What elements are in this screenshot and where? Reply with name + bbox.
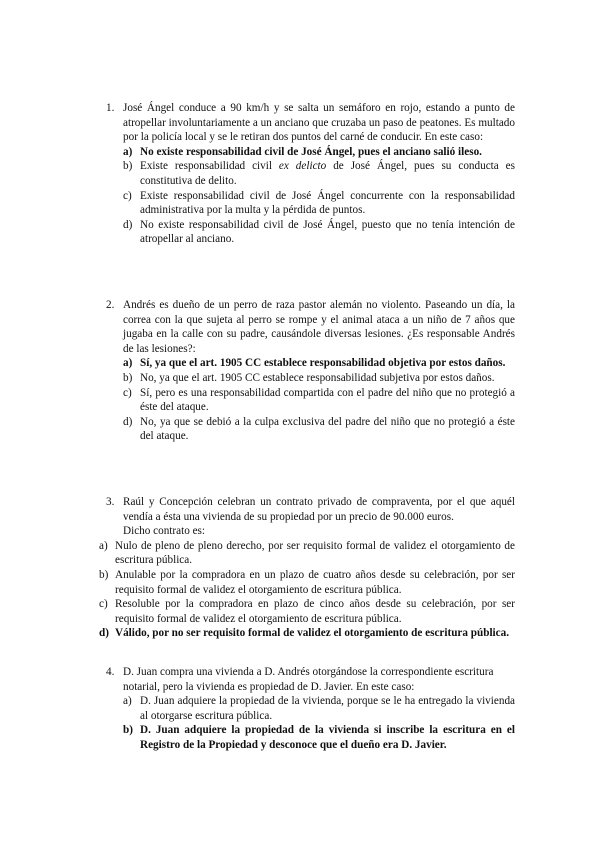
option-c [123, 189, 515, 218]
option-b [123, 371, 515, 386]
option-a [123, 356, 515, 371]
option-letter: b) [123, 724, 133, 737]
option-text: Resoluble por la compradora en plazo de cinco años desde su celebración, por ser requisito formal de validez el otorgamiento de escritura pública. [115, 598, 515, 625]
option-a [99, 539, 515, 568]
option-text: Anulable por la compradora en un plazo de cuatro años desde su celebración, por ser requisito formal de validez el otorgamiento de escritura pública. [115, 568, 515, 596]
question-3 [99, 495, 515, 641]
option-text: Nulo de pleno de pleno derecho, por ser requisito formal de validez el otorgamiento de escritura pública. [115, 539, 515, 567]
option-letter: a) [99, 539, 108, 552]
question-number: 4. [106, 666, 115, 678]
option-text: Existe responsabilidad civil de José Ángel concurrente con la responsabilidad administrativa por la multa y la pérdida de puntos. [140, 189, 515, 217]
option-text: Sí, pero es una responsabilidad compartida con el padre del niño que no protegió a éste del ataque. [140, 386, 515, 414]
option-c [99, 597, 515, 626]
option-letter: b) [99, 568, 109, 581]
option-letter: a) [123, 695, 132, 708]
option-text: Válido, por no ser requisito formal de validez el otorgamiento de escritura pública. [115, 627, 510, 640]
question-stem: D. Juan compra una vivienda a D. Andrés otorgándose la correspondiente escritura notarial, pero la vivienda es propiedad de D. Javier. En este caso: [123, 666, 494, 693]
option-letter: c) [99, 598, 108, 611]
question-stem-continuation: Dicho contrato es: [123, 525, 206, 538]
option-d [99, 626, 515, 641]
option-letter: d) [123, 415, 133, 428]
option-b [123, 159, 515, 188]
option-b [99, 568, 515, 597]
option-a [123, 145, 515, 160]
option-text: D. Juan adquiere la propiedad de la vivienda, porque se le ha entregado la vivienda al otorgarse escritura pública. [140, 695, 515, 722]
option-b [123, 723, 515, 752]
question-number: 3. [106, 496, 115, 508]
option-text: No, ya que se debió a la culpa exclusiva del padre del niño que no protegió a éste del ataque. [140, 415, 515, 443]
option-letter: a) [123, 357, 133, 370]
option-text: Sí, ya que el art. 1905 CC establece responsabilidad objetiva por estos daños. [140, 357, 506, 370]
option-letter: b) [123, 371, 133, 384]
question-4 [106, 665, 515, 753]
option-text: D. Juan adquiere la propiedad de la vivienda si inscribe la escritura en el Registro de la Propiedad y desconoce que el dueño era D. Javier. [140, 724, 515, 751]
option-d [123, 415, 515, 444]
option-letter: a) [123, 145, 133, 158]
option-c [123, 386, 515, 415]
question-stem: José Ángel conduce a 90 km/h y se salta un semáforo en rojo, estando a punto de atropellar involuntariamente a un anciano que cruzaba un paso de peatones. Es multado por la policía local y se le retiran dos puntos del carné de conducir. En este caso: [123, 102, 515, 144]
option-text: No, ya que el art. 1905 CC establece responsabilidad subjetiva por estos daños. [140, 371, 495, 384]
question-1 [106, 101, 515, 247]
option-d [123, 218, 515, 247]
option-text: No existe responsabilidad civil de José Ángel, pues el anciano salió ileso. [140, 145, 482, 158]
options-list [123, 694, 515, 752]
question-number: 2. [106, 299, 115, 311]
option-text-italic: ex delicto [278, 160, 327, 173]
option-text-after: de José Ángel, pues su conducta es constitutiva de delito. [140, 160, 515, 187]
question-number: 1. [106, 102, 115, 114]
option-text: No existe responsabilidad civil de José Ángel, puesto que no tenía intención de atropellar al anciano. [140, 218, 515, 246]
option-letter: c) [123, 189, 132, 202]
option-letter: c) [123, 386, 132, 399]
options-list [99, 539, 515, 641]
option-letter: d) [123, 218, 133, 231]
question-2 [106, 298, 515, 444]
option-letter: b) [123, 160, 133, 173]
option-letter: d) [99, 627, 109, 640]
option-a [123, 694, 515, 723]
question-stem: Raúl y Concepción celebran un contrato privado de compraventa, por el que aquél vendía a ésta una vivienda de su propiedad por un precio de 90.000 euros. [123, 496, 515, 523]
question-stem: Andrés es dueño de un perro de raza pastor alemán no violento. Paseando un día, la correa con la que sujeta al perro se rompe y el animal ataca a un niño de 7 años que jugaba en la calle con su padre, causándole diversas lesiones. ¿Es responsable Andrés de las lesiones?: [123, 299, 515, 355]
options-list [123, 145, 515, 247]
options-list [123, 356, 515, 444]
option-text: Existe responsabilidad civil [140, 160, 279, 173]
